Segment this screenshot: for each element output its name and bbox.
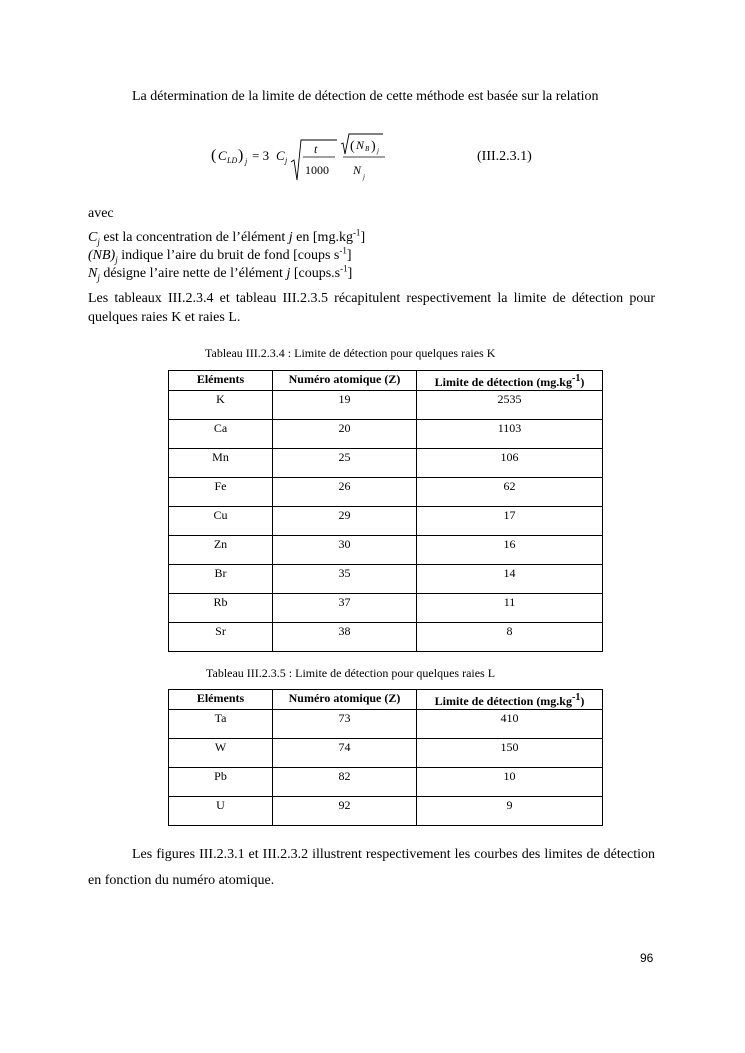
formula-frac2-lparen: (	[350, 139, 355, 154]
table-row	[169, 507, 603, 536]
def-text: ]	[360, 230, 366, 245]
def-sup: -1	[352, 227, 361, 238]
formula-c-sub: j	[285, 156, 288, 165]
definition-nbj	[88, 247, 352, 264]
table-l-caption: Tableau III.2.3.5 : Limite de détection pour quelques raies L	[206, 666, 496, 680]
cell-element: Ca	[169, 420, 273, 449]
cell-atomic-number: 30	[273, 536, 417, 565]
formula-lhs-sub: LD	[227, 156, 238, 165]
formula-coef: = 3	[252, 148, 270, 163]
cell-element: Zn	[169, 536, 273, 565]
col-header-detection-limit	[417, 690, 603, 710]
table-row	[169, 391, 603, 420]
definition-nj	[88, 265, 352, 282]
def-text: en [mg.kg	[292, 230, 353, 245]
cell-detection-limit: 150	[417, 739, 603, 768]
def-italic: j	[286, 266, 291, 281]
definition-cj	[88, 229, 365, 246]
cell-atomic-number: 35	[273, 565, 417, 594]
def-text: [coups.s	[290, 266, 341, 281]
table-k-caption: Tableau III.2.3.4 : Limite de détection pour quelques raies K	[205, 346, 496, 360]
table-l-header-row	[169, 690, 603, 710]
cell-atomic-number: 37	[273, 594, 417, 623]
table-row	[169, 623, 603, 652]
header-text: Limite de détection (mg.kg	[434, 694, 572, 708]
def-text: est la concentration de l’élément	[99, 230, 289, 245]
cell-element: Cu	[169, 507, 273, 536]
table-k	[168, 370, 603, 652]
formula-frac1-num: t	[314, 142, 318, 156]
def-italic: j	[288, 230, 293, 245]
paragraph-tables: Les tableaux III.2.3.4 et tableau III.2.3.5 récapitulent respectivement la limite de détection pour quelques raies K et raies L.	[88, 291, 655, 325]
formula-c-symbol: C	[276, 148, 285, 163]
col-header-atomic-number: Numéro atomique (Z)	[273, 690, 417, 710]
cell-detection-limit: 11	[417, 594, 603, 623]
table-row	[169, 797, 603, 826]
formula-detection-limit	[205, 132, 405, 186]
table-k-header-row	[169, 371, 603, 391]
table-row	[169, 449, 603, 478]
cell-element: K	[169, 391, 273, 420]
def-symbol: C	[88, 230, 98, 245]
cell-detection-limit: 106	[417, 449, 603, 478]
cell-detection-limit: 10	[417, 768, 603, 797]
col-header-atomic-number: Numéro atomique (Z)	[273, 371, 417, 391]
formula-lhs-symbol: C	[218, 148, 227, 163]
cell-detection-limit: 2535	[417, 391, 603, 420]
cell-atomic-number: 38	[273, 623, 417, 652]
formula-frac2-rparen: )	[371, 139, 376, 154]
def-text: désigne l’aire nette de l’élément	[99, 266, 287, 281]
cell-detection-limit: 8	[417, 623, 603, 652]
page-number: 96	[640, 951, 654, 965]
cell-element: Br	[169, 565, 273, 594]
cell-atomic-number: 92	[273, 797, 417, 826]
cell-atomic-number: 20	[273, 420, 417, 449]
cell-atomic-number: 74	[273, 739, 417, 768]
cell-element: Mn	[169, 449, 273, 478]
formula-frac2-den-symbol: N	[353, 163, 362, 177]
table-row	[169, 710, 603, 739]
def-sub: j	[97, 272, 100, 283]
def-text: ]	[346, 248, 352, 263]
cell-detection-limit: 1103	[417, 420, 603, 449]
cell-detection-limit: 14	[417, 565, 603, 594]
table-row	[169, 739, 603, 768]
def-sub: j	[97, 236, 100, 247]
table-row	[169, 594, 603, 623]
cell-element: Sr	[169, 623, 273, 652]
formula-frac1-den: 1000	[305, 163, 329, 177]
header-end: )	[580, 375, 585, 389]
def-text: indique l’aire du bruit de fond [coups s	[117, 248, 340, 263]
cell-atomic-number: 82	[273, 768, 417, 797]
cell-detection-limit: 62	[417, 478, 603, 507]
cell-element: U	[169, 797, 273, 826]
header-sup: -1	[571, 692, 581, 703]
cell-atomic-number: 26	[273, 478, 417, 507]
def-symbol: (NB)	[88, 248, 116, 263]
formula-frac2-num-outer-sub: j	[377, 147, 379, 155]
cell-element: W	[169, 739, 273, 768]
def-sup: -1	[340, 263, 348, 274]
table-row	[169, 565, 603, 594]
formula-frac2-num-symbol: N	[356, 138, 365, 152]
table-row	[169, 536, 603, 565]
cell-detection-limit: 410	[417, 710, 603, 739]
table-l	[168, 689, 603, 826]
header-sup: -1	[571, 373, 581, 384]
col-header-detection-limit	[417, 371, 603, 391]
formula-lhs-outer-sub: j	[245, 157, 248, 166]
table-row	[169, 478, 603, 507]
def-sup: -1	[339, 245, 347, 256]
col-header-elements: Eléments	[169, 371, 273, 391]
def-symbol: N	[88, 266, 98, 281]
cell-atomic-number: 29	[273, 507, 417, 536]
cell-detection-limit: 17	[417, 507, 603, 536]
def-sub: j	[115, 254, 118, 265]
cell-element: Fe	[169, 478, 273, 507]
header-end: )	[580, 694, 585, 708]
def-text: ]	[347, 266, 353, 281]
cell-atomic-number: 73	[273, 710, 417, 739]
cell-detection-limit: 16	[417, 536, 603, 565]
cell-element: Rb	[169, 594, 273, 623]
table-row	[169, 768, 603, 797]
formula-number: (III.2.3.1)	[477, 149, 532, 164]
cell-atomic-number: 25	[273, 449, 417, 478]
avec-label: avec	[88, 206, 114, 221]
formula-frac2-den-sub: j	[363, 173, 365, 181]
intro-text: La détermination de la limite de détection de cette méthode est basée sur la relation	[132, 89, 599, 104]
cell-element: Ta	[169, 710, 273, 739]
formula-rparen: )	[238, 147, 244, 164]
formula-frac2-num-sub: B	[365, 145, 370, 153]
cell-atomic-number: 19	[273, 391, 417, 420]
formula-lparen: (	[211, 147, 217, 164]
table-row	[169, 420, 603, 449]
cell-element: Pb	[169, 768, 273, 797]
paragraph-figures: Les figures III.2.3.1 et III.2.3.2 illustrent respectivement les courbes des limites de détection en fonction du numéro atomique.	[88, 847, 655, 888]
cell-detection-limit: 9	[417, 797, 603, 826]
header-text: Limite de détection (mg.kg	[434, 375, 572, 389]
col-header-elements: Eléments	[169, 690, 273, 710]
